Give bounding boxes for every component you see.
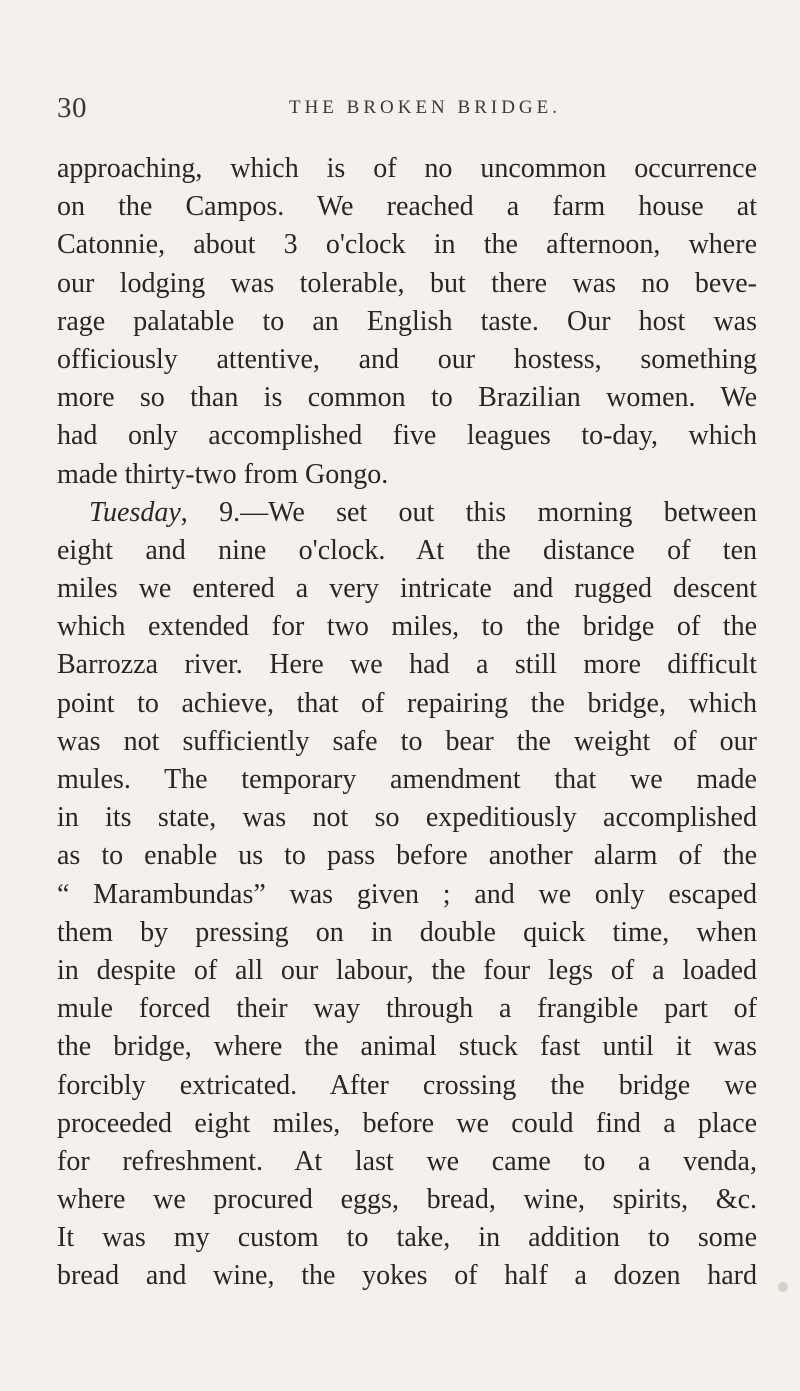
- text-line: in its state, was not so expeditiously accomplished: [57, 802, 757, 834]
- entry-first-line-text: , 9.—We set out this morning between: [180, 496, 757, 528]
- text-line: more so than is common to Brazilian women. We: [57, 382, 757, 414]
- text-line: Catonnie, about 3 o'clock in the afternoon, where: [57, 229, 757, 261]
- text-line: them by pressing on in double quick time, when: [57, 916, 757, 948]
- text-line: bread and wine, the yokes of half a dozen hard: [57, 1260, 757, 1292]
- entry-first-line: [57, 494, 757, 532]
- text-line: It was my custom to take, in addition to some: [57, 1222, 757, 1254]
- paragraph-end-line: made thirty-two from Gongo.: [57, 458, 389, 490]
- text-line: “ Marambundas” was given ; and we only escaped: [57, 878, 757, 910]
- paper-blemish: [778, 1282, 788, 1292]
- text-line: Barrozza river. Here we had a still more difficult: [57, 649, 757, 681]
- text-line: approaching, which is of no uncommon occurrence: [57, 153, 757, 184]
- text-line: on the Campos. We reached a farm house at: [57, 191, 757, 223]
- text-line: which extended for two miles, to the bridge of the: [57, 611, 757, 643]
- text-line: had only accomplished five leagues to-day, which: [57, 420, 757, 452]
- entry-day: Tuesday: [89, 496, 181, 528]
- text-line: mules. The temporary amendment that we made: [57, 764, 757, 795]
- page-header: [0, 92, 800, 132]
- text-line: our lodging was tolerable, but there was no beve-: [57, 267, 757, 299]
- text-line: point to achieve, that of repairing the bridge, which: [57, 687, 757, 719]
- text-line: for refreshment. At last we came to a venda,: [57, 1145, 757, 1177]
- text-line: as to enable us to pass before another alarm of the: [57, 840, 757, 872]
- text-line: the bridge, where the animal stuck fast until it was: [57, 1031, 757, 1063]
- text-line: in despite of all our labour, the four legs of a loaded: [57, 954, 757, 986]
- text-line: officiously attentive, and our hostess, something: [57, 343, 757, 375]
- text-line: where we procured eggs, bread, wine, spirits, &c.: [57, 1184, 757, 1216]
- page-number: 30: [57, 92, 87, 124]
- running-title: THE BROKEN BRIDGE.: [288, 97, 562, 118]
- body-text: [57, 150, 757, 1296]
- text-line: forcibly extricated. After crossing the bridge we: [57, 1069, 757, 1101]
- text-line: rage palatable to an English taste. Our host was: [57, 305, 757, 337]
- text-line: eight and nine o'clock. At the distance of ten: [57, 534, 757, 566]
- text-line: was not sufficiently safe to bear the weight of our: [57, 725, 757, 757]
- text-line: proceeded eight miles, before we could find a place: [57, 1107, 757, 1139]
- text-line: mule forced their way through a frangible part of: [57, 993, 757, 1025]
- text-line: miles we entered a very intricate and rugged descent: [57, 573, 757, 605]
